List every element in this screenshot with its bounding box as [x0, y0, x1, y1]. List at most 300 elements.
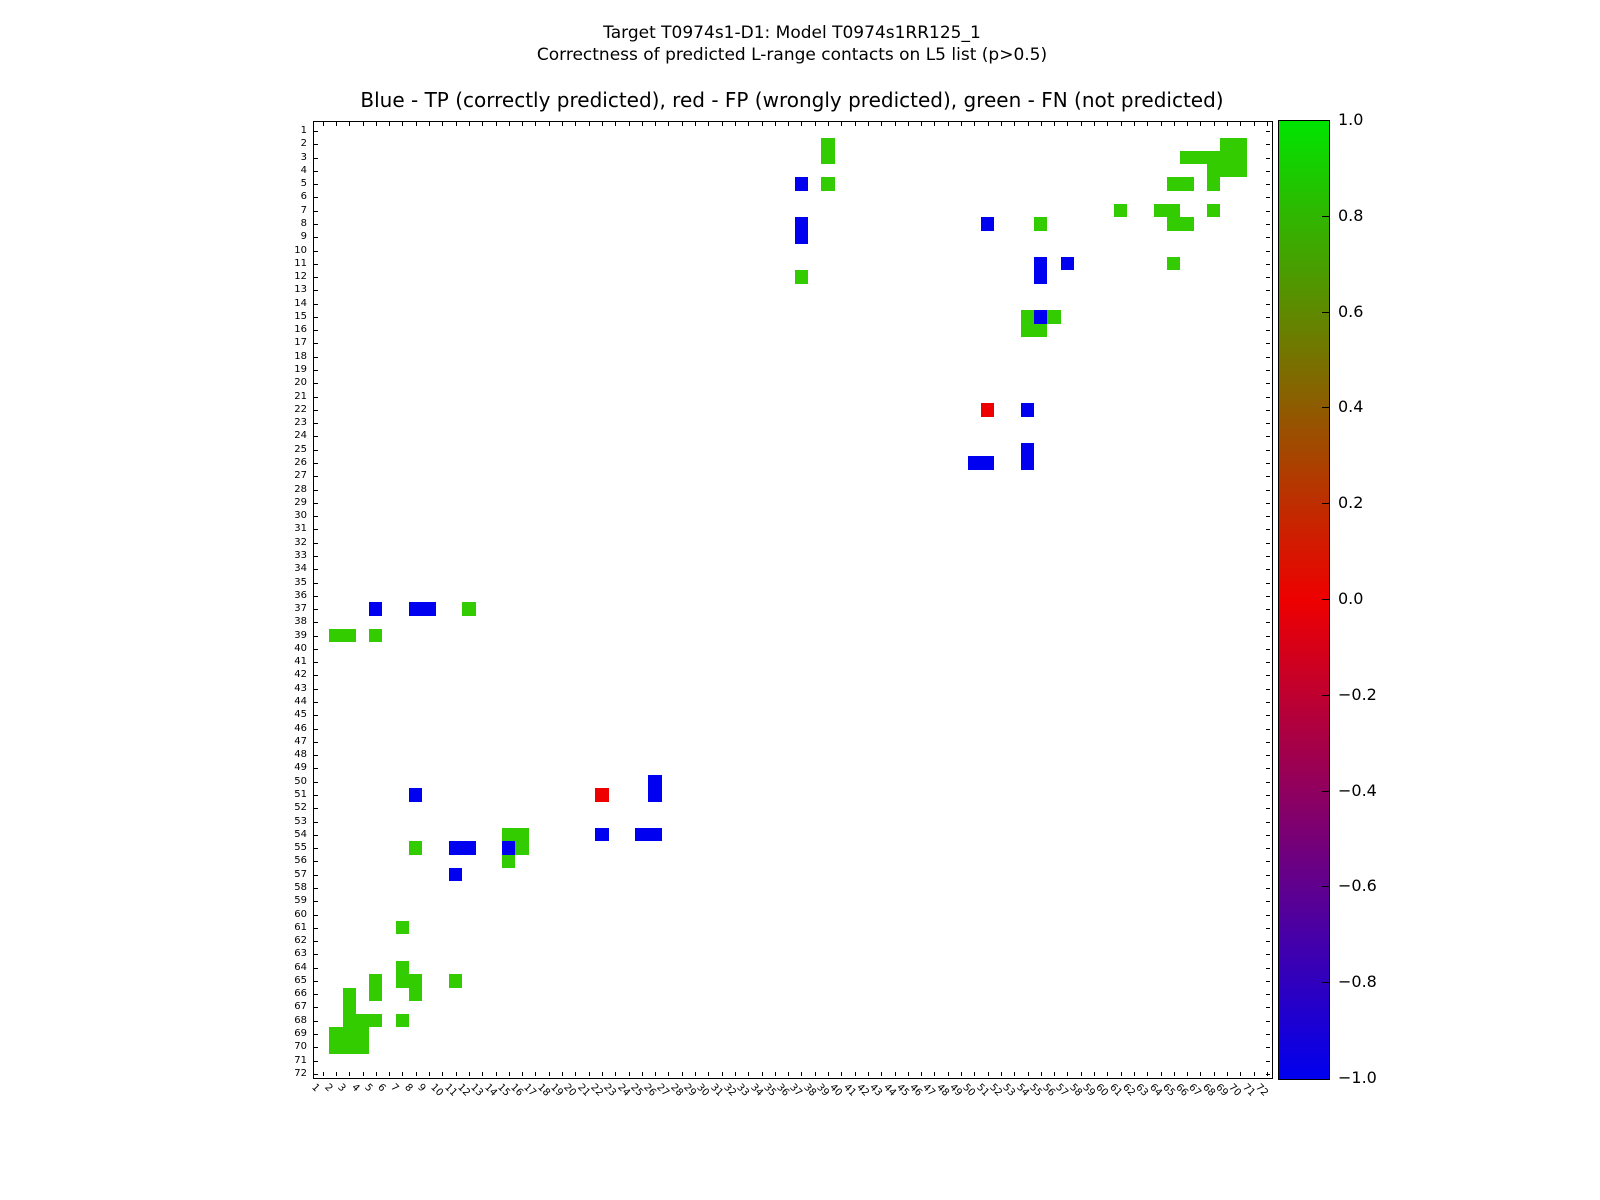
- x-axis-tick-label: 28: [667, 1082, 685, 1099]
- y-axis-tick-label: 54: [294, 828, 307, 840]
- axis-tick: [349, 122, 350, 126]
- axis-tick: [314, 1047, 318, 1048]
- x-axis-tick-label: 25: [628, 1082, 645, 1099]
- axis-tick: [629, 1072, 630, 1076]
- axis-tick: [1266, 397, 1270, 398]
- y-axis-tick-label: 1: [300, 125, 307, 136]
- x-axis-tick-label: 50: [960, 1082, 978, 1099]
- axis-tick: [314, 503, 318, 504]
- matrix-cell: [369, 974, 382, 987]
- y-axis-tick-label: 39: [294, 629, 307, 641]
- y-axis-tick-label: 43: [294, 682, 307, 694]
- colorbar-tick: [1322, 791, 1329, 792]
- matrix-cell: [409, 602, 422, 615]
- y-axis-tick-label: 22: [294, 403, 307, 415]
- colorbar-tick-label: −0.2: [1338, 684, 1377, 704]
- axis-tick: [549, 1072, 550, 1076]
- y-axis-tick-label: 37: [294, 603, 307, 615]
- y-axis-tick-label: 63: [294, 948, 307, 960]
- x-axis-tick-label: 3: [335, 1082, 348, 1095]
- axis-tick: [615, 1072, 616, 1076]
- x-axis-tick-label: 61: [1106, 1082, 1124, 1099]
- axis-tick: [735, 122, 736, 126]
- x-axis-tick-label: 22: [588, 1082, 605, 1099]
- axis-tick: [1266, 158, 1270, 159]
- matrix-cell: [1034, 257, 1047, 270]
- axis-tick: [314, 994, 318, 995]
- matrix-cell: [422, 602, 435, 615]
- x-axis-tick-label: 72: [1253, 1082, 1270, 1099]
- axis-tick: [349, 1072, 350, 1076]
- axis-tick: [1266, 875, 1270, 876]
- axis-tick: [1266, 131, 1270, 132]
- y-axis-tick-label: 7: [300, 204, 307, 216]
- y-axis-tick-label: 4: [300, 164, 307, 176]
- axis-tick: [1266, 370, 1270, 371]
- axis-tick: [482, 1072, 483, 1076]
- axis-tick: [1266, 251, 1270, 252]
- axis-tick: [1067, 1072, 1068, 1076]
- axis-tick: [314, 490, 318, 491]
- axis-tick: [336, 1072, 337, 1076]
- x-axis-tick-label: 29: [681, 1082, 699, 1099]
- y-axis-tick-label: 30: [294, 510, 307, 522]
- axis-tick: [788, 122, 789, 126]
- x-axis-tick-label: 24: [614, 1082, 632, 1099]
- axis-tick: [1187, 122, 1188, 126]
- axis-tick: [1041, 122, 1042, 126]
- axis-tick: [314, 237, 318, 238]
- axis-tick: [695, 122, 696, 126]
- axis-tick: [314, 875, 318, 876]
- figure-title-line2: Correctness of predicted L-range contacts on L5 list (p>0.5): [536, 45, 1048, 65]
- y-axis-tick-label: 50: [294, 775, 307, 787]
- x-axis-tick-label: 43: [867, 1082, 885, 1099]
- x-axis-tick-label: 33: [734, 1082, 752, 1099]
- axis-tick: [801, 122, 802, 126]
- axis-tick: [562, 122, 563, 126]
- axis-tick: [1266, 529, 1270, 530]
- axis-tick: [314, 888, 318, 889]
- matrix-cell: [409, 974, 422, 987]
- axis-tick: [934, 122, 935, 126]
- axis-tick: [1094, 122, 1095, 126]
- matrix-cell: [369, 988, 382, 1001]
- axis-tick: [314, 264, 318, 265]
- axis-tick: [722, 122, 723, 126]
- matrix-cell: [981, 403, 994, 416]
- matrix-cell: [369, 629, 382, 642]
- y-axis-tick-label: 20: [294, 377, 307, 389]
- x-axis-tick-label: 63: [1133, 1082, 1151, 1099]
- axis-tick: [314, 622, 318, 623]
- matrix-cell: [1167, 217, 1180, 230]
- axis-tick: [416, 1072, 417, 1076]
- matrix-cell: [449, 841, 462, 854]
- x-axis-tick-label: 10: [428, 1082, 446, 1099]
- axis-tick: [1266, 649, 1270, 650]
- axis-tick: [1266, 583, 1270, 584]
- colorbar-tick-label: −0.8: [1338, 972, 1377, 992]
- matrix-cell: [462, 841, 475, 854]
- y-axis-tick-label: 6: [300, 191, 307, 203]
- axis-tick: [868, 122, 869, 126]
- matrix-cell: [329, 629, 342, 642]
- x-axis-tick-label: 16: [508, 1082, 526, 1099]
- matrix-cell: [1167, 177, 1180, 190]
- axis-tick: [314, 476, 318, 477]
- axis-tick: [1266, 981, 1270, 982]
- axis-tick: [1266, 171, 1270, 172]
- axis-tick: [1134, 122, 1135, 126]
- y-axis-tick-label: 48: [294, 749, 307, 761]
- matrix-cell: [449, 974, 462, 987]
- figure-title-line1: Target T0974s1-D1: Model T0974s1RR125_1: [603, 23, 981, 43]
- axis-tick: [828, 122, 829, 126]
- axis-tick: [1054, 122, 1055, 126]
- axis-tick: [908, 122, 909, 126]
- axis-tick: [314, 1034, 318, 1035]
- y-axis-tick-label: 62: [294, 935, 307, 947]
- axis-tick: [642, 1072, 643, 1076]
- axis-tick: [402, 1072, 403, 1076]
- y-axis-tick-label: 58: [294, 881, 307, 893]
- axis-tick: [1266, 782, 1270, 783]
- axis-tick: [1266, 569, 1270, 570]
- x-axis-tick-label: 52: [987, 1082, 1004, 1099]
- axis-tick: [775, 1072, 776, 1076]
- y-axis-tick-label: 60: [294, 908, 307, 920]
- axis-tick: [314, 144, 318, 145]
- x-axis-tick-label: 56: [1040, 1082, 1058, 1099]
- axis-tick: [535, 122, 536, 126]
- axis-tick: [1028, 122, 1029, 126]
- y-axis-tick-label: 17: [294, 337, 307, 349]
- axis-tick: [1121, 122, 1122, 126]
- axis-tick: [1266, 1061, 1270, 1062]
- axis-tick: [1266, 994, 1270, 995]
- axis-tick: [589, 1072, 590, 1076]
- x-axis-tick-label: 44: [880, 1082, 898, 1099]
- x-axis-tick-label: 5: [362, 1082, 375, 1095]
- y-axis-tick-label: 13: [294, 284, 307, 296]
- axis-tick: [323, 122, 324, 126]
- y-axis-tick-label: 49: [294, 762, 307, 774]
- x-axis-tick-label: 68: [1199, 1082, 1217, 1099]
- axis-tick: [1266, 1021, 1270, 1022]
- axis-tick: [314, 596, 318, 597]
- axis-tick: [376, 122, 377, 126]
- axis-tick: [589, 122, 590, 126]
- axis-tick: [496, 122, 497, 126]
- axis-tick: [1266, 662, 1270, 663]
- axis-tick: [314, 782, 318, 783]
- axis-tick: [1266, 968, 1270, 969]
- y-axis-tick-label: 27: [294, 470, 307, 482]
- axis-tick: [1266, 808, 1270, 809]
- axis-tick: [668, 1072, 669, 1076]
- x-axis-tick-label: 66: [1173, 1082, 1191, 1099]
- axis-tick: [1266, 290, 1270, 291]
- axis-tick: [442, 122, 443, 126]
- matrix-cell: [369, 1014, 382, 1027]
- axis-tick: [1266, 941, 1270, 942]
- axis-tick: [1001, 1072, 1002, 1076]
- matrix-cell: [795, 177, 808, 190]
- x-axis-tick-label: 23: [601, 1082, 619, 1099]
- axis-tick: [522, 1072, 523, 1076]
- x-axis-tick-label: 31: [707, 1082, 725, 1099]
- axis-tick: [1266, 304, 1270, 305]
- axis-tick: [1200, 1072, 1201, 1076]
- axis-tick: [314, 689, 318, 690]
- axis-tick: [1014, 1072, 1015, 1076]
- matrix-cell: [1207, 164, 1220, 177]
- axis-tick: [1266, 609, 1270, 610]
- axis-tick: [314, 928, 318, 929]
- axis-tick: [314, 211, 318, 212]
- axis-tick: [314, 649, 318, 650]
- x-axis-tick-label: 4: [348, 1082, 362, 1095]
- matrix-cell: [515, 841, 528, 854]
- axis-tick: [1266, 835, 1270, 836]
- axis-tick: [841, 122, 842, 126]
- matrix-cell: [1207, 204, 1220, 217]
- axis-tick: [314, 636, 318, 637]
- axis-tick: [974, 1072, 975, 1076]
- axis-tick: [1266, 516, 1270, 517]
- axis-tick: [314, 516, 318, 517]
- axis-tick: [1266, 490, 1270, 491]
- x-axis-tick-label: 18: [534, 1082, 552, 1099]
- matrix-cell: [369, 602, 382, 615]
- matrix-cell: [329, 1041, 342, 1054]
- axis-tick: [1161, 1072, 1162, 1076]
- x-axis-tick-label: 60: [1093, 1082, 1111, 1099]
- y-axis-tick-label: 67: [294, 1001, 307, 1013]
- axis-tick: [1028, 1072, 1029, 1076]
- axis-tick: [815, 122, 816, 126]
- x-axis-tick-label: 48: [933, 1082, 951, 1099]
- x-axis-tick-label: 8: [401, 1082, 415, 1095]
- matrix-cell: [1167, 257, 1180, 270]
- y-axis-tick-label: 59: [294, 895, 307, 907]
- axis-tick: [1067, 122, 1068, 126]
- colorbar-tick: [1322, 886, 1329, 887]
- y-axis-tick-label: 66: [294, 988, 307, 1000]
- axis-tick: [762, 1072, 763, 1076]
- y-axis-tick-label: 72: [294, 1067, 307, 1079]
- axis-tick: [1266, 224, 1270, 225]
- axis-tick: [708, 122, 709, 126]
- matrix-cell: [343, 1001, 356, 1014]
- axis-tick: [855, 1072, 856, 1076]
- axis-tick: [1266, 622, 1270, 623]
- axis-tick: [314, 224, 318, 225]
- x-axis-tick-label: 41: [840, 1082, 858, 1099]
- y-axis-tick-label: 23: [294, 417, 307, 429]
- y-axis-tick-label: 70: [294, 1041, 307, 1053]
- axis-tick: [1266, 1034, 1270, 1035]
- axes-title-legend: Blue - TP (correctly predicted), red - FP (wrongly predicted), green - FN (not predicted): [360, 88, 1224, 112]
- x-axis-tick-label: 11: [441, 1082, 459, 1099]
- x-axis-tick-label: 35: [761, 1082, 778, 1099]
- axis-tick: [788, 1072, 789, 1076]
- axis-tick: [314, 742, 318, 743]
- axis-tick: [314, 1061, 318, 1062]
- x-axis-tick-label: 59: [1080, 1082, 1098, 1099]
- colorbar-tick: [1322, 312, 1329, 313]
- x-axis-tick-label: 54: [1013, 1082, 1031, 1099]
- matrix-cell: [1021, 310, 1034, 323]
- matrix-cell: [1034, 217, 1047, 230]
- axis-tick: [314, 423, 318, 424]
- axis-tick: [1081, 1072, 1082, 1076]
- matrix-cell: [1021, 456, 1034, 469]
- y-axis-tick-label: 41: [294, 656, 307, 668]
- axis-tick: [881, 122, 882, 126]
- matrix-cell: [343, 1014, 356, 1027]
- axis-tick: [1266, 463, 1270, 464]
- x-axis-tick-label: 62: [1120, 1082, 1137, 1099]
- axis-tick: [314, 1007, 318, 1008]
- axis-tick: [1001, 122, 1002, 126]
- colorbar-tick-label: −0.6: [1338, 876, 1377, 896]
- axis-tick: [1266, 702, 1270, 703]
- axis-tick: [1267, 122, 1268, 126]
- axis-tick: [1147, 122, 1148, 126]
- matrix-cell: [648, 775, 661, 788]
- matrix-cell: [1220, 138, 1233, 151]
- y-axis-tick-label: 71: [294, 1054, 307, 1066]
- axis-tick: [735, 1072, 736, 1076]
- axis-tick: [708, 1072, 709, 1076]
- axis-tick: [509, 1072, 510, 1076]
- axis-tick: [1266, 1074, 1270, 1075]
- colorbar-tick-label: 1.0: [1338, 110, 1364, 129]
- axis-tick: [1240, 122, 1241, 126]
- colorbar-tick: [1322, 695, 1329, 696]
- axis-tick: [314, 755, 318, 756]
- axis-tick: [416, 122, 417, 126]
- matrix-cell: [356, 1027, 369, 1040]
- y-axis-tick-label: 35: [294, 576, 307, 588]
- axis-tick: [389, 1072, 390, 1076]
- matrix-cell: [343, 1041, 356, 1054]
- axis-tick: [314, 357, 318, 358]
- axis-tick: [1266, 795, 1270, 796]
- matrix-cell: [396, 1014, 409, 1027]
- axis-tick: [1266, 928, 1270, 929]
- y-axis-tick-label: 61: [294, 921, 307, 933]
- matrix-cell: [515, 828, 528, 841]
- y-axis-tick-label: 38: [294, 616, 307, 628]
- y-axis-tick-label: 52: [294, 802, 307, 814]
- x-axis-tick-label: 51: [973, 1082, 991, 1099]
- axis-tick: [314, 131, 318, 132]
- x-axis-tick-label: 38: [800, 1082, 818, 1099]
- axis-tick: [314, 397, 318, 398]
- x-axis-tick-label: 1: [308, 1082, 322, 1095]
- axis-tick: [336, 122, 337, 126]
- axis-tick: [1214, 122, 1215, 126]
- y-axis-tick-label: 21: [294, 390, 307, 402]
- x-axis-tick-label: 13: [468, 1082, 486, 1099]
- x-axis-tick-label: 65: [1160, 1082, 1177, 1099]
- matrix-cell: [502, 855, 515, 868]
- axis-tick: [314, 861, 318, 862]
- x-axis-tick-label: 57: [1053, 1082, 1071, 1099]
- axis-tick: [1266, 211, 1270, 212]
- x-axis-tick-label: 40: [827, 1082, 845, 1099]
- x-axis-tick-label: 34: [747, 1082, 765, 1099]
- x-axis-tick-label: 58: [1066, 1082, 1084, 1099]
- x-axis-tick-label: 19: [548, 1082, 566, 1099]
- axis-tick: [1081, 122, 1082, 126]
- axis-tick: [575, 1072, 576, 1076]
- x-axis-tick-label: 36: [774, 1082, 792, 1099]
- matrix-cell: [356, 1041, 369, 1054]
- y-axis-tick-label: 64: [294, 961, 307, 973]
- axis-tick: [961, 122, 962, 126]
- axis-tick: [314, 529, 318, 530]
- axis-tick: [314, 901, 318, 902]
- axis-tick: [314, 848, 318, 849]
- x-axis-tick-label: 55: [1027, 1082, 1044, 1099]
- axis-tick: [602, 122, 603, 126]
- y-axis-tick-label: 32: [294, 536, 307, 548]
- axis-tick: [775, 122, 776, 126]
- matrix-cell: [409, 988, 422, 1001]
- y-axis-tick-label: 12: [294, 271, 307, 283]
- axis-tick: [314, 968, 318, 969]
- y-axis-tick-label: 36: [294, 589, 307, 601]
- axis-tick: [629, 122, 630, 126]
- axis-tick: [895, 122, 896, 126]
- y-axis-tick-label: 55: [294, 842, 307, 854]
- y-axis-tick-label: 10: [294, 244, 307, 256]
- axis-tick: [496, 1072, 497, 1076]
- axis-tick: [1227, 1072, 1228, 1076]
- axis-tick: [314, 450, 318, 451]
- axis-tick: [442, 1072, 443, 1076]
- axis-tick: [456, 122, 457, 126]
- axis-tick: [1266, 596, 1270, 597]
- axis-tick: [1266, 915, 1270, 916]
- axis-tick: [1266, 317, 1270, 318]
- axis-tick: [314, 835, 318, 836]
- axis-tick: [1266, 503, 1270, 504]
- matrix-cell: [981, 456, 994, 469]
- matrix-cell: [821, 138, 834, 151]
- axis-tick: [841, 1072, 842, 1076]
- axis-tick: [1054, 1072, 1055, 1076]
- axis-tick: [1266, 264, 1270, 265]
- axis-tick: [314, 290, 318, 291]
- matrix-cell: [648, 828, 661, 841]
- axis-tick: [456, 1072, 457, 1076]
- matrix-cell: [1034, 270, 1047, 283]
- colorbar-tick-label: 0.6: [1338, 301, 1364, 321]
- matrix-cell: [648, 788, 661, 801]
- axis-tick: [314, 981, 318, 982]
- x-axis-tick-label: 39: [814, 1082, 832, 1099]
- colorbar-tick-label: 0.0: [1338, 589, 1364, 608]
- axis-tick: [1266, 822, 1270, 823]
- axis-tick: [314, 158, 318, 159]
- axis-tick: [682, 1072, 683, 1076]
- y-axis-tick-label: 9: [300, 231, 307, 243]
